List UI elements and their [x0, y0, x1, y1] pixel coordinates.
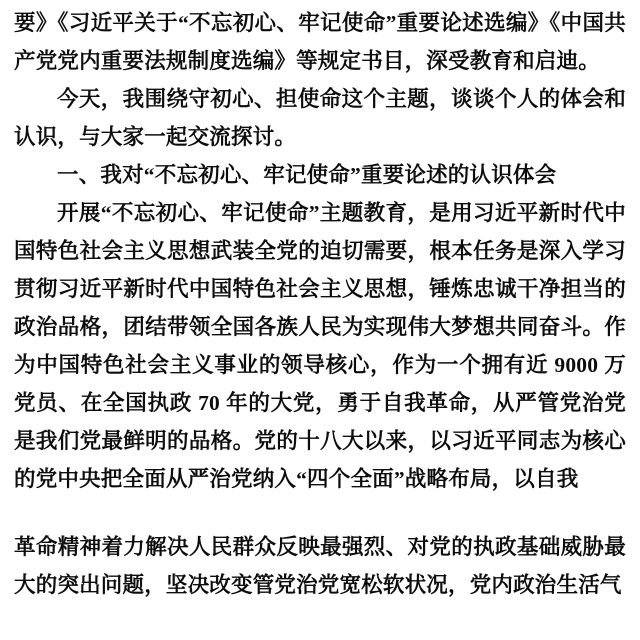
paragraph-next-page-start: 革命精神着力解决人民群众反映最强烈、对党的执政基础威胁最大的突出问题，坚决改变管党治党宽松软状况，党内政治生活气 [14, 535, 626, 597]
paragraph-main-body: 开展“不忘初心、牢记使命”主题教育，是用习近平新时代中国特色社会主义思想武装全党的迫切需要，根本任务是深入学习贯彻习近平新时代中国特色社会主义思想，锤炼忠诚干净担当的政治品格，团结带领全国各族人民为实现伟大梦想共同奋斗。作为中国特色社会主义事业的领导核心，作为一个拥有近 9000 万党员、在全国执政 70 年的大党，勇于自我革命，从严管党治党是我们党最鲜明的品格。党的十八大以来，以习近平同志为核心的党中央把全面从严治党纳入“四个全面”战略布局，以自我 [14, 201, 626, 491]
paragraph-introduction: 今天，我围绕守初心、担使命这个主题，谈谈个人的体会和认识，与大家一起交流探讨。 [14, 87, 626, 149]
section-heading-one: 一、我对“不忘初心、牢记使命”重要论述的认识体会 [57, 163, 557, 187]
paragraph-continuation: 要》《习近平关于“不忘初心、牢记使命”重要论述选编》《中国共产党党内重要法规制度选编》等规定书目，深受教育和启迪。 [14, 11, 626, 73]
document-body [14, 0, 626, 604]
paragraph-gap [14, 498, 626, 528]
